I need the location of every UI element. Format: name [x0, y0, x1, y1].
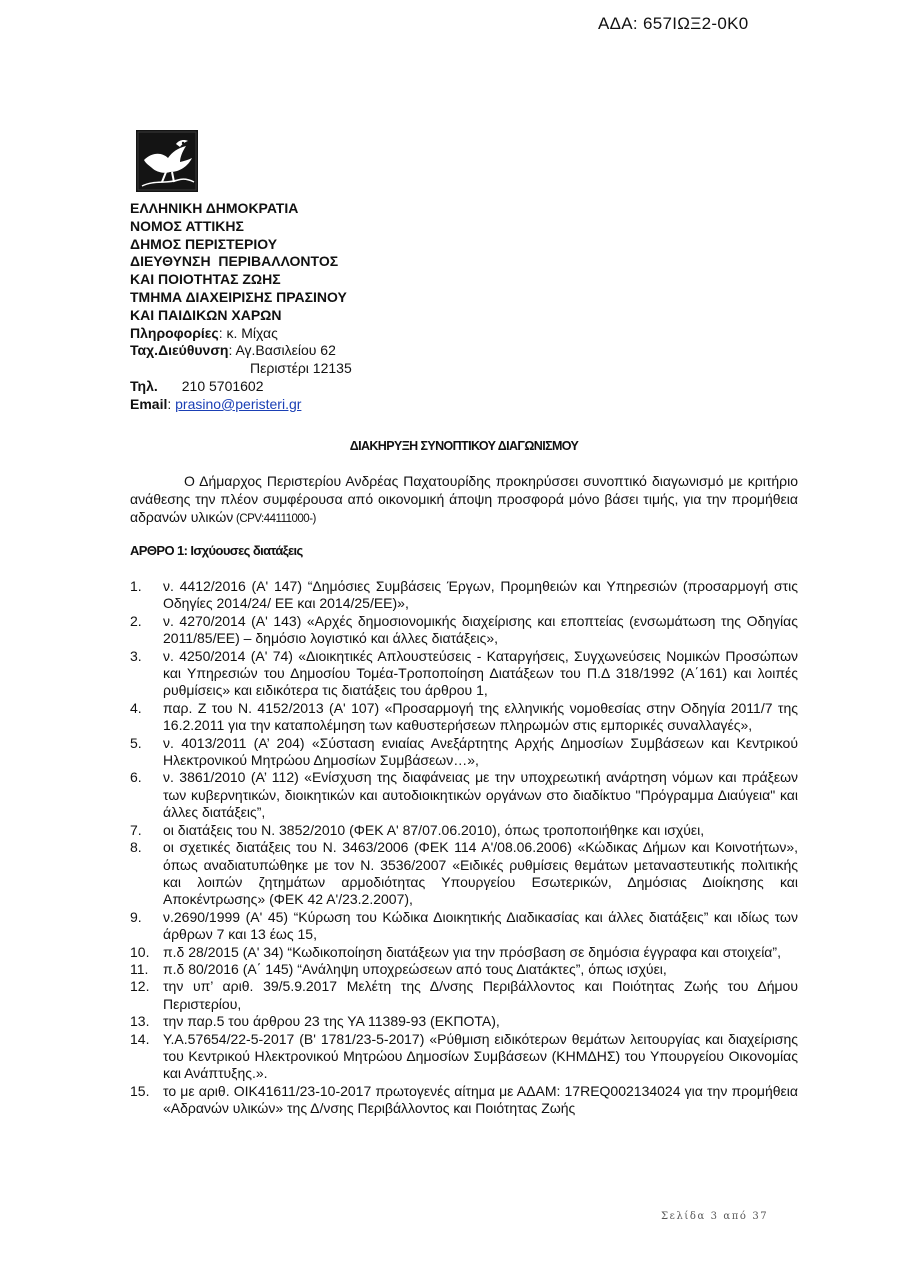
tel-row — [130, 378, 550, 396]
item-text: ν. 4270/2014 (Α' 143) «Αρχές δημοσιονομικής διαχείρισης και εποπτείας (ενσωμάτωση της Οδηγίας 2011/85/ΕΕ) – δημόσιο λογιστικό και άλλες διατάξεις», — [163, 612, 798, 647]
header-line: ΔΗΜΟΣ ΠΕΡΙΣΤΕΡΙΟΥ — [130, 235, 278, 252]
address-label: Ταχ.Διεύθυνση — [130, 342, 229, 359]
item-number: 9. — [130, 908, 142, 925]
item-text: π.δ 28/2015 (Α' 34) “Κωδικοποίηση διατάξεων για την πρόσβαση σε δημόσια έγγραφα και στοιχεία”, — [163, 943, 781, 960]
email-separator: : — [167, 395, 176, 412]
item-text: ν. 3861/2010 (Α’ 112) «Ενίσχυση της διαφάνειας με την υποχρεωτική ανάρτηση νόμων και πράξεων των κυβερνητικών, διοικητικών και αυτοδιοικητικών οργάνων στο διαδίκτυο "Πρόγραμμα Διαύγεια" και άλλες διατάξεις”, — [163, 769, 798, 821]
cpv-code: (CPV:44111000-) — [233, 513, 316, 525]
item-number: 5. — [130, 734, 142, 751]
list-item — [130, 735, 798, 770]
item-number: 4. — [130, 699, 142, 716]
list-item — [130, 1031, 798, 1083]
header-line: ΔΙΕΥΘΥΝΣΗ ΠΕΡΙΒΑΛΛΟΝΤΟΣ — [130, 253, 339, 270]
info-row — [130, 325, 550, 343]
item-text: ν. 4412/2016 (Α' 147) “Δημόσιες Συμβάσεις Έργων, Προμηθειών και Υπηρεσιών (προσαρμογή στις Οδηγίες 2014/24/ ΕΕ και 2014/25/ΕΕ)», — [163, 578, 798, 612]
info-value: : κ. Μίχας — [218, 324, 278, 341]
email-label: Email — [130, 395, 168, 412]
item-text: π.δ 80/2016 (Α΄ 145) “Ανάληψη υποχρεώσεων από τους Διατάκτες”, όπως ισχύει, — [163, 960, 667, 977]
item-text: Υ.Α.57654/22-5-2017 (Β' 1781/23-5-2017) «Ρύθμιση ειδικότερων θεμάτων λειτουργίας και διαχείρισης του Κεντρικού Ηλεκτρονικού Μητρώου Δημοσίων Συμβάσεων (ΚΗΜΔΗΣ) του Υπουργείου Οικονομίας και Ανάπτυξης.». — [163, 1030, 798, 1082]
header-line: ΚΑΙ ΠΟΙΟΤΗΤΑΣ ΖΩΗΣ — [130, 271, 281, 288]
item-text: την υπ’ αριθ. 39/5.9.2017 Μελέτη της Δ/νσης Περιβάλλοντος και Ποιότητας Ζωής του Δήμου Περιστερίου, — [163, 978, 798, 1012]
tel-label: Τηλ. — [130, 377, 158, 394]
list-item — [130, 978, 798, 1013]
list-item — [130, 944, 798, 961]
sender-header — [130, 200, 550, 414]
header-line: ΝΟΜΟΣ ΑΤΤΙΚΗΣ — [130, 217, 244, 234]
list-item — [130, 1013, 798, 1030]
address-row — [130, 342, 550, 360]
item-number: 15. — [130, 1082, 150, 1099]
item-text: ν. 4013/2011 (Α’ 204) «Σύσταση ενιαίας Ανεξάρτητης Αρχής Δημοσίων Συμβάσεων και Κεντρικού Ηλεκτρονικού Μητρώου Δημοσίων Συμβάσεων…», — [163, 734, 798, 769]
document-title: ΔΙΑΚΗΡΥΞΗ ΣΥΝΟΠΤΙΚΟΥ ΔΙΑΓΩΝΙΣΜΟΥ — [349, 439, 579, 453]
list-item — [130, 909, 798, 944]
email-row — [130, 396, 550, 414]
item-text: την παρ.5 του άρθρου 23 της ΥΑ 11389-93 (ΕΚΠΟΤΑ), — [163, 1013, 500, 1030]
item-text: το με αριθ. ΟΙΚ41611/23-10-2017 πρωτογενές αίτημα με ΑΔΑΜ: 17REQ002134024 για την προμήθεια «Αδρανών υλικών» της Δ/νσης Περιβάλλοντος και Ποιότητας Ζωής — [163, 1082, 798, 1117]
item-number: 2. — [130, 612, 142, 629]
item-number: 11. — [130, 960, 149, 977]
page-number: Σελίδα 3 από 37 — [661, 1211, 769, 1222]
ada-code: ΑΔΑ: 657ΙΩΞ2-0Κ0 — [598, 14, 749, 33]
list-item — [130, 769, 798, 821]
article-title: ΑΡΘΡΟ 1: Ισχύουσες διατάξεις — [130, 543, 303, 558]
item-number: 8. — [130, 839, 142, 856]
email-link[interactable]: prasino@peristeri.gr — [175, 395, 302, 412]
item-number: 7. — [130, 821, 142, 838]
item-number: 14. — [130, 1030, 150, 1047]
info-label: Πληροφορίες — [130, 324, 219, 341]
item-text: ν.2690/1999 (Α' 45) “Κύρωση του Κώδικα Διοικητικής Διαδικασίας και άλλες διατάξεις” και ιδίως των άρθρων 7 και 13 έως 15, — [163, 908, 798, 943]
header-line: ΕΛΛΗΝΙΚΗ ΔΗΜΟΚΡΑΤΙΑ — [130, 200, 299, 216]
dove-emblem-icon — [136, 130, 198, 192]
list-item — [130, 1083, 798, 1118]
item-text: παρ. Ζ του Ν. 4152/2013 (Α' 107) «Προσαρμογή της ελληνικής νομοθεσίας στην Οδηγία 2011/7 της 16.2.2011 για την καταπολέμηση των καθυστερήσεων πληρωμών στις εμπορικές συναλλαγές», — [163, 699, 798, 734]
list-item — [130, 700, 798, 735]
item-text: ν. 4250/2014 (Α' 74) «Διοικητικές Απλουστεύσεις - Καταργήσεις, Συγχωνεύσεις Νομικών Προσώπων και Υπηρεσιών του Δημοσίου Τομέα-Τροποποίηση Διατάξεων του Π.Δ 318/1992 (Α΄161) και λοιπές ρυθμίσεις» και ειδικότερα τις διατάξεις του άρθρου 1, — [163, 647, 798, 699]
header-line: ΤΜΗΜΑ ΔΙΑΧΕΙΡΙΣΗΣ ΠΡΑΣΙΝΟΥ — [130, 288, 347, 305]
item-number: 12. — [130, 978, 150, 995]
intro-text: Ο Δήμαρχος Περιστερίου Ανδρέας Παχατουρίδης προκηρύσσει συνοπτικό διαγωνισμό με κριτήριο ανάθεσης την πλέον συμφέρουσα από οικονομική άποψη προσφορά μόνο βάσει τιμής, για την προμήθεια αδρανών υλικών — [130, 473, 798, 525]
address-value: : Αγ.Βασιλείου 62 — [228, 342, 336, 359]
list-item — [130, 822, 798, 839]
item-number: 10. — [130, 943, 150, 960]
item-number: 13. — [130, 1013, 150, 1030]
item-number: 6. — [130, 769, 142, 786]
address-line2: Περιστέρι 12135 — [250, 360, 352, 377]
item-number: 3. — [130, 647, 142, 664]
list-item — [130, 613, 798, 648]
item-text: οι διατάξεις του Ν. 3852/2010 (ΦΕΚ Α' 87/07.06.2010), όπως τροποποιήθηκε και ισχύει, — [163, 821, 705, 838]
list-item — [130, 961, 798, 978]
item-number: 1. — [130, 578, 142, 594]
list-item — [130, 839, 798, 909]
item-text: οι σχετικές διατάξεις του Ν. 3463/2006 (ΦΕΚ 114 Α'/08.06.2006) «Κώδικας Δήμων και Κοινοτήτων», όπως αναδιατυπώθηκε με τον Ν. 3536/2007 «Ειδικές ρυθμίσεις θεμάτων μεταναστευτικής πολιτικής και λοιπών ζητημάτων αρμοδιότητας Υπουργείου Εσωτερικών, Δημόσιας Διοίκησης και Αποκέντρωσης» (ΦΕΚ 42 Α'/23.2.2007), — [163, 839, 798, 908]
municipality-logo — [136, 130, 198, 192]
header-line: ΚΑΙ ΠΑΙΔΙΚΩΝ ΧΑΡΩΝ — [130, 306, 282, 323]
intro-paragraph — [130, 472, 798, 528]
tel-value: 210 5701602 — [181, 377, 264, 394]
list-item — [130, 578, 798, 613]
provisions-list — [130, 578, 798, 1118]
list-item — [130, 648, 798, 700]
